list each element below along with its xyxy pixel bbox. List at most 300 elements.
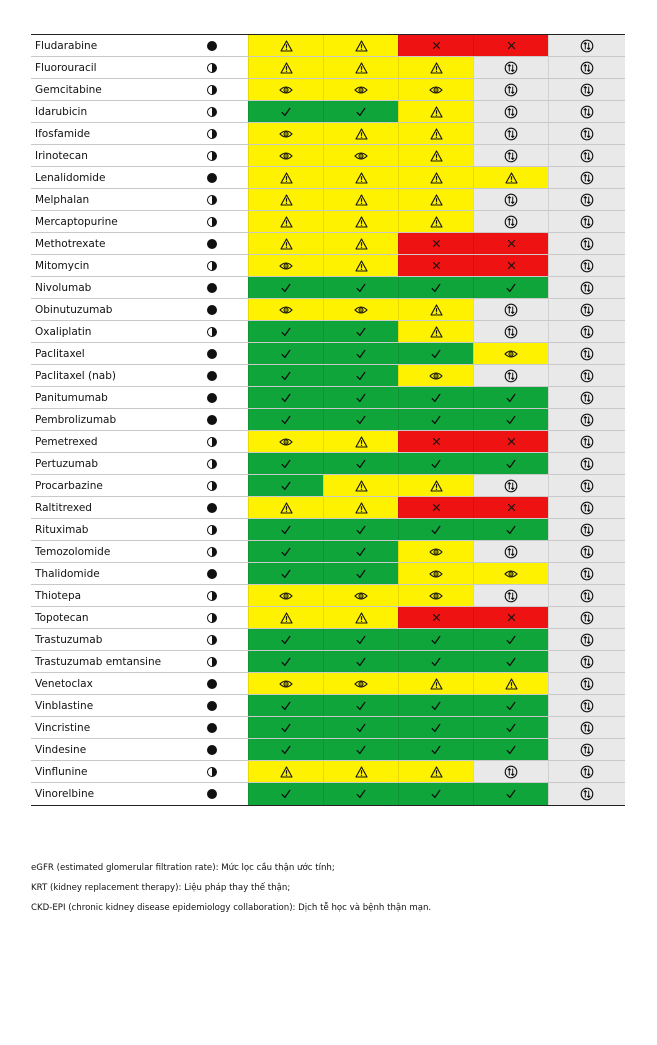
egfr-cell [248,629,323,650]
eye-icon [429,547,443,557]
eye-icon [429,85,443,95]
check-icon [505,744,517,756]
egfr-cell [548,475,625,496]
drug-name: Vindesine [35,744,87,756]
egfr-cell [473,717,548,738]
drug-name: Panitumumab [35,392,108,404]
egfr-cell [473,189,548,210]
drug-name: Vincristine [35,722,91,734]
check-icon [355,634,367,646]
drug-name: Lenalidomide [35,172,106,184]
half-circle-icon [207,767,217,777]
x-mark-icon [507,41,516,50]
check-icon [280,634,292,646]
specialist-refer-icon [504,61,518,75]
specialist-refer-icon [580,391,594,405]
indicator-cell [176,739,248,760]
filled-circle-icon [207,789,217,799]
indicator-cell [176,277,248,298]
indicator-cell [176,717,248,738]
warning-triangle-icon [430,678,443,690]
drug-name: Procarbazine [35,480,103,492]
egfr-cell [248,695,323,716]
egfr-cell [248,189,323,210]
warning-triangle-icon [355,194,368,206]
egfr-cell [548,783,625,805]
table-row [31,101,625,123]
drug-name: Trastuzumab [35,634,103,646]
egfr-cell [548,585,625,606]
egfr-cell [473,365,548,386]
check-icon [355,282,367,294]
egfr-cell [548,101,625,122]
egfr-cell [473,431,548,452]
indicator-cell [176,695,248,716]
egfr-cell [323,453,398,474]
egfr-cell [398,409,473,430]
filled-circle-icon [207,173,217,183]
specialist-refer-icon [580,127,594,141]
indicator-cell [176,541,248,562]
check-icon [430,744,442,756]
table-row [31,233,625,255]
x-mark-icon [432,503,441,512]
specialist-refer-icon [504,303,518,317]
indicator-cell [176,783,248,805]
half-circle-icon [207,481,217,491]
egfr-cell [473,585,548,606]
drug-name: Topotecan [35,612,89,624]
egfr-cell [398,431,473,452]
egfr-cell [323,629,398,650]
check-icon [430,348,442,360]
egfr-cell [398,541,473,562]
egfr-cell [248,365,323,386]
check-icon [355,106,367,118]
eye-icon [429,371,443,381]
half-circle-icon [207,547,217,557]
egfr-cell [473,761,548,782]
check-icon [355,414,367,426]
indicator-cell [176,343,248,364]
egfr-cell [248,57,323,78]
drug-name: Fluorouracil [35,62,97,74]
egfr-cell [323,783,398,805]
egfr-cell [473,387,548,408]
check-icon [430,634,442,646]
check-icon [280,788,292,800]
table-row [31,409,625,431]
egfr-cell [323,343,398,364]
specialist-refer-icon [580,567,594,581]
specialist-refer-icon [580,281,594,295]
eye-icon [279,591,293,601]
filled-circle-icon [207,349,217,359]
egfr-cell [548,365,625,386]
half-circle-icon [207,63,217,73]
egfr-cell [398,343,473,364]
check-icon [505,634,517,646]
egfr-cell [248,717,323,738]
egfr-cell [398,321,473,342]
egfr-cell [248,35,323,56]
x-mark-icon [507,239,516,248]
specialist-refer-icon [580,721,594,735]
egfr-cell [398,563,473,584]
specialist-refer-icon [580,655,594,669]
check-icon [280,744,292,756]
egfr-cell [248,761,323,782]
indicator-cell [176,607,248,628]
specialist-refer-icon [580,83,594,97]
half-circle-icon [207,525,217,535]
egfr-cell [473,255,548,276]
check-icon [280,700,292,712]
warning-triangle-icon [430,62,443,74]
specialist-refer-icon [580,611,594,625]
egfr-cell [323,101,398,122]
table-row [31,475,625,497]
indicator-cell [176,35,248,56]
specialist-refer-icon [580,457,594,471]
specialist-refer-icon [504,545,518,559]
egfr-cell [473,409,548,430]
table-row [31,453,625,475]
egfr-cell [248,145,323,166]
egfr-cell [548,739,625,760]
egfr-cell [248,321,323,342]
eye-icon [279,85,293,95]
egfr-cell [548,387,625,408]
half-circle-icon [207,635,217,645]
eye-icon [279,679,293,689]
egfr-cell [548,299,625,320]
egfr-cell [248,651,323,672]
egfr-cell [248,299,323,320]
table-row [31,695,625,717]
check-icon [280,414,292,426]
indicator-cell [176,299,248,320]
egfr-cell [398,57,473,78]
warning-triangle-icon [280,194,293,206]
check-icon [355,546,367,558]
table-row [31,189,625,211]
eye-icon [504,349,518,359]
filled-circle-icon [207,569,217,579]
egfr-cell [323,497,398,518]
egfr-cell [398,783,473,805]
x-mark-icon [432,613,441,622]
specialist-refer-icon [580,479,594,493]
specialist-refer-icon [580,677,594,691]
warning-triangle-icon [355,260,368,272]
egfr-cell [398,695,473,716]
egfr-cell [323,277,398,298]
eye-icon [354,305,368,315]
specialist-refer-icon [504,765,518,779]
footnote-krt: KRT (kidney replacement therapy): Liệu pháp thay thế thận; [31,883,291,893]
drug-name: Mitomycin [35,260,90,272]
check-icon [505,524,517,536]
egfr-cell [473,695,548,716]
warning-triangle-icon [355,128,368,140]
filled-circle-icon [207,745,217,755]
half-circle-icon [207,151,217,161]
egfr-cell [248,387,323,408]
egfr-cell [323,321,398,342]
egfr-cell [548,629,625,650]
egfr-cell [548,233,625,254]
check-icon [430,282,442,294]
egfr-cell [248,475,323,496]
check-icon [280,480,292,492]
eye-icon [354,679,368,689]
egfr-cell [473,79,548,100]
egfr-cell [398,585,473,606]
table-row [31,585,625,607]
egfr-cell [248,541,323,562]
egfr-cell [323,35,398,56]
egfr-cell [548,717,625,738]
table-row [31,167,625,189]
drug-name: Pembrolizumab [35,414,117,426]
drug-name: Gemcitabine [35,84,102,96]
table-row [31,35,625,57]
table-row [31,211,625,233]
check-icon [355,656,367,668]
egfr-cell [473,233,548,254]
egfr-cell [398,365,473,386]
egfr-cell [473,167,548,188]
specialist-refer-icon [504,83,518,97]
egfr-cell [323,365,398,386]
half-circle-icon [207,657,217,667]
warning-triangle-icon [430,766,443,778]
egfr-cell [473,343,548,364]
egfr-cell [548,343,625,364]
half-circle-icon [207,217,217,227]
warning-triangle-icon [280,62,293,74]
egfr-cell [248,123,323,144]
specialist-refer-icon [580,149,594,163]
specialist-refer-icon [504,193,518,207]
table-row [31,255,625,277]
half-circle-icon [207,261,217,271]
check-icon [355,722,367,734]
egfr-cell [548,255,625,276]
egfr-cell [548,695,625,716]
egfr-cell [248,409,323,430]
filled-circle-icon [207,283,217,293]
filled-circle-icon [207,41,217,51]
x-mark-icon [507,437,516,446]
filled-circle-icon [207,371,217,381]
egfr-cell [398,35,473,56]
specialist-refer-icon [504,325,518,339]
egfr-cell [548,497,625,518]
egfr-cell [473,145,548,166]
warning-triangle-icon [280,216,293,228]
indicator-cell [176,57,248,78]
half-circle-icon [207,459,217,469]
egfr-cell [323,431,398,452]
egfr-cell [398,739,473,760]
drug-name: Thiotepa [35,590,82,602]
specialist-refer-icon [504,215,518,229]
egfr-cell [398,189,473,210]
warning-triangle-icon [355,436,368,448]
filled-circle-icon [207,305,217,315]
check-icon [430,700,442,712]
egfr-cell [398,761,473,782]
check-icon [280,392,292,404]
specialist-refer-icon [580,193,594,207]
warning-triangle-icon [280,40,293,52]
specialist-refer-icon [580,523,594,537]
x-mark-icon [432,437,441,446]
egfr-cell [323,541,398,562]
check-icon [355,348,367,360]
half-circle-icon [207,327,217,337]
table-row [31,57,625,79]
specialist-refer-icon [580,105,594,119]
egfr-cell [248,343,323,364]
egfr-cell [548,167,625,188]
check-icon [430,414,442,426]
filled-circle-icon [207,701,217,711]
egfr-cell [323,167,398,188]
egfr-cell [473,783,548,805]
check-icon [355,392,367,404]
eye-icon [279,305,293,315]
egfr-cell [473,519,548,540]
egfr-cell [548,123,625,144]
table-row [31,717,625,739]
check-icon [280,326,292,338]
drug-name: Obinutuzumab [35,304,113,316]
indicator-cell [176,101,248,122]
specialist-refer-icon [580,787,594,801]
egfr-cell [473,101,548,122]
indicator-cell [176,431,248,452]
drug-name: Venetoclax [35,678,93,690]
filled-circle-icon [207,503,217,513]
indicator-cell [176,761,248,782]
drug-name: Vinflunine [35,766,88,778]
check-icon [430,722,442,734]
specialist-refer-icon [580,215,594,229]
egfr-cell [473,57,548,78]
warning-triangle-icon [430,172,443,184]
egfr-cell [548,189,625,210]
warning-triangle-icon [280,766,293,778]
table-row [31,739,625,761]
warning-triangle-icon [505,678,518,690]
table-row [31,651,625,673]
indicator-cell [176,321,248,342]
egfr-cell [248,255,323,276]
check-icon [505,392,517,404]
eye-icon [279,129,293,139]
egfr-cell [473,475,548,496]
warning-triangle-icon [430,216,443,228]
egfr-cell [323,299,398,320]
egfr-cell [473,497,548,518]
warning-triangle-icon [355,172,368,184]
specialist-refer-icon [580,369,594,383]
table-row [31,629,625,651]
specialist-refer-icon [580,237,594,251]
indicator-cell [176,233,248,254]
indicator-cell [176,651,248,672]
egfr-cell [548,761,625,782]
table-row [31,343,625,365]
egfr-cell [323,123,398,144]
egfr-cell [473,651,548,672]
specialist-refer-icon [504,149,518,163]
egfr-cell [248,233,323,254]
check-icon [280,458,292,470]
warning-triangle-icon [355,502,368,514]
egfr-cell [398,497,473,518]
x-mark-icon [432,239,441,248]
egfr-cell [548,519,625,540]
egfr-cell [248,167,323,188]
egfr-cell [398,277,473,298]
indicator-cell [176,145,248,166]
egfr-cell [548,277,625,298]
indicator-cell [176,387,248,408]
specialist-refer-icon [580,501,594,515]
warning-triangle-icon [355,480,368,492]
check-icon [505,788,517,800]
indicator-cell [176,563,248,584]
filled-circle-icon [207,679,217,689]
egfr-cell [323,761,398,782]
egfr-cell [248,431,323,452]
egfr-cell [398,101,473,122]
drug-name: Temozolomide [35,546,111,558]
check-icon [280,282,292,294]
check-icon [280,568,292,580]
footnote-egfr: eGFR (estimated glomerular filtration rate): Mức lọc cầu thận ước tính; [31,863,335,873]
drug-name: Fludarabine [35,40,98,52]
egfr-cell [248,277,323,298]
table-row [31,321,625,343]
warning-triangle-icon [430,194,443,206]
egfr-cell [248,519,323,540]
table-row [31,387,625,409]
egfr-cell [248,673,323,694]
drug-name: Melphalan [35,194,90,206]
specialist-refer-icon [504,479,518,493]
indicator-cell [176,453,248,474]
warning-triangle-icon [355,216,368,228]
egfr-cell [323,211,398,232]
table-row [31,673,625,695]
egfr-cell [248,79,323,100]
warning-triangle-icon [280,238,293,250]
check-icon [355,458,367,470]
egfr-cell [248,783,323,805]
egfr-cell [248,101,323,122]
drug-name: Vinorelbine [35,788,95,800]
check-icon [280,722,292,734]
table-row [31,519,625,541]
check-icon [280,546,292,558]
check-icon [355,524,367,536]
egfr-cell [398,211,473,232]
